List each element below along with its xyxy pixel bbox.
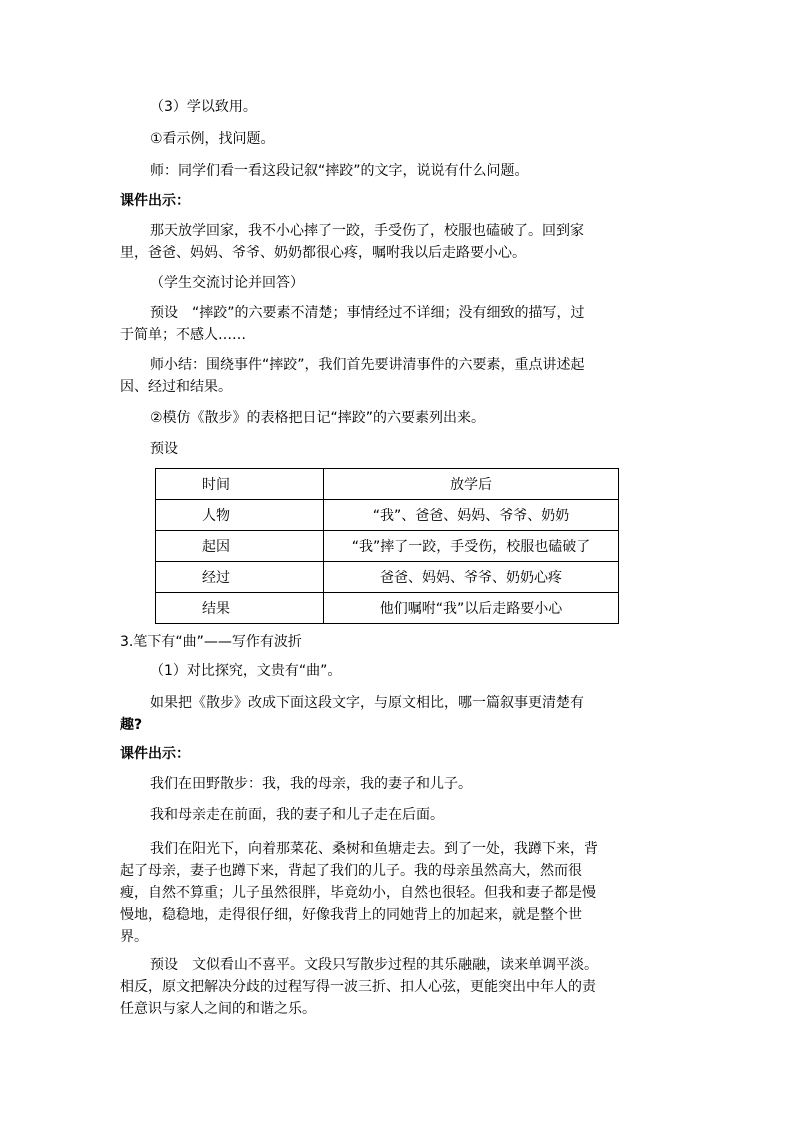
summary-line-2: 因、经过和结果。 [120, 379, 232, 395]
preset-paragraph [120, 302, 660, 346]
table-row [156, 531, 619, 562]
step-look-example: ①看示例，找问题。 [150, 131, 275, 147]
six-elements-table [155, 468, 619, 624]
preset-line-1: 预设 “摔跤”的六要素不清楚；事情经过不详细；没有细致的描写，过 [150, 305, 585, 321]
rewritten-line-4: 慢地，稳稳地，走得很仔细，好像我背上的同她背上的加起来，就是整个世 [120, 907, 582, 923]
rewritten-line-5: 界。 [120, 929, 148, 945]
analysis-line-1: 预设 文似看山不喜平。文段只写散步过程的其乐融融，读来单调平淡。 [150, 957, 598, 973]
preset-line-2: 于简单；不感人…… [120, 327, 246, 343]
rewritten-line-2: 起了母亲，妻子也蹲下来，背起了我们的儿子。我的母亲虽然高大，然而很 [120, 863, 582, 879]
teacher-question: 师：同学们看一看这段记叙“摔跤”的文字，说说有什么问题。 [150, 163, 529, 179]
question-line-2: 趣? [120, 717, 143, 733]
table-row [156, 562, 619, 593]
row-value: 爸爸、妈妈、爷爷、奶奶心疼 [324, 562, 619, 593]
example-line-1: 那天放学回家，我不小心摔了一跤，手受伤了，校服也磕破了。回到家 [150, 223, 584, 239]
step-imitate-table: ②模仿《散步》的表格把日记“摔跤”的六要素列出来。 [150, 410, 486, 426]
courseware-label: 课件出示： [120, 193, 190, 209]
analysis-line-3: 任意识与家人之间的和谐之乐。 [120, 1001, 316, 1017]
row-label: 经过 [156, 562, 324, 593]
analysis-line-2: 相反，原文把解决分歧的过程写得一波三折、扣人心弦，更能突出中年人的责 [120, 979, 596, 995]
row-value: “我”、爸爸、妈妈、爷爷、奶奶 [324, 500, 619, 531]
student-discussion: （学生交流讨论并回答） [150, 275, 304, 291]
section-heading-twist: 3.笔下有“曲”——写作有波折 [120, 634, 302, 650]
question-paragraph [120, 692, 660, 736]
row-value: “我”摔了一跤，手受伤，校服也磕破了 [324, 531, 619, 562]
courseware-label-2: 课件出示： [120, 746, 190, 762]
preset-label: 预设 [150, 441, 178, 457]
row-label: 时间 [156, 469, 324, 500]
table-row [156, 500, 619, 531]
row-value: 他们嘱咐“我”以后走路要小心 [324, 593, 619, 624]
row-label: 人物 [156, 500, 324, 531]
subheading-compare: （1）对比探究，文贵有“曲”。 [150, 663, 342, 679]
teacher-summary [120, 354, 660, 398]
rewritten-line-3: 瘦，自然不算重；儿子虽然很胖，毕竟幼小，自然也很轻。但我和妻子都是慢 [120, 885, 596, 901]
walk-line-1: 我们在田野散步：我，我的母亲，我的妻子和儿子。 [150, 776, 472, 792]
rewritten-line-1: 我们在阳光下，向着那菜花、桑树和鱼塘走去。到了一处，我蹲下来，背 [150, 841, 598, 857]
analysis-paragraph [120, 954, 660, 1020]
walk-line-2: 我和母亲走在前面，我的妻子和儿子走在后面。 [150, 807, 444, 823]
row-label: 结果 [156, 593, 324, 624]
row-label: 起因 [156, 531, 324, 562]
example-paragraph [120, 220, 660, 264]
row-value: 放学后 [324, 469, 619, 500]
rewritten-paragraph [120, 838, 660, 948]
example-line-2: 里，爸爸、妈妈、爷爷、奶奶都很心疼，嘱咐我以后走路要小心。 [120, 245, 526, 261]
table-row [156, 469, 619, 500]
table-row [156, 593, 619, 624]
summary-line-1: 师小结：围绕事件“摔跤”，我们首先要讲清事件的六要素，重点讲述起 [150, 357, 585, 373]
question-line-1: 如果把《散步》改成下面这段文字，与原文相比，哪一篇叙事更清楚有 [150, 695, 584, 711]
heading-apply: （3）学以致用。 [150, 99, 257, 115]
